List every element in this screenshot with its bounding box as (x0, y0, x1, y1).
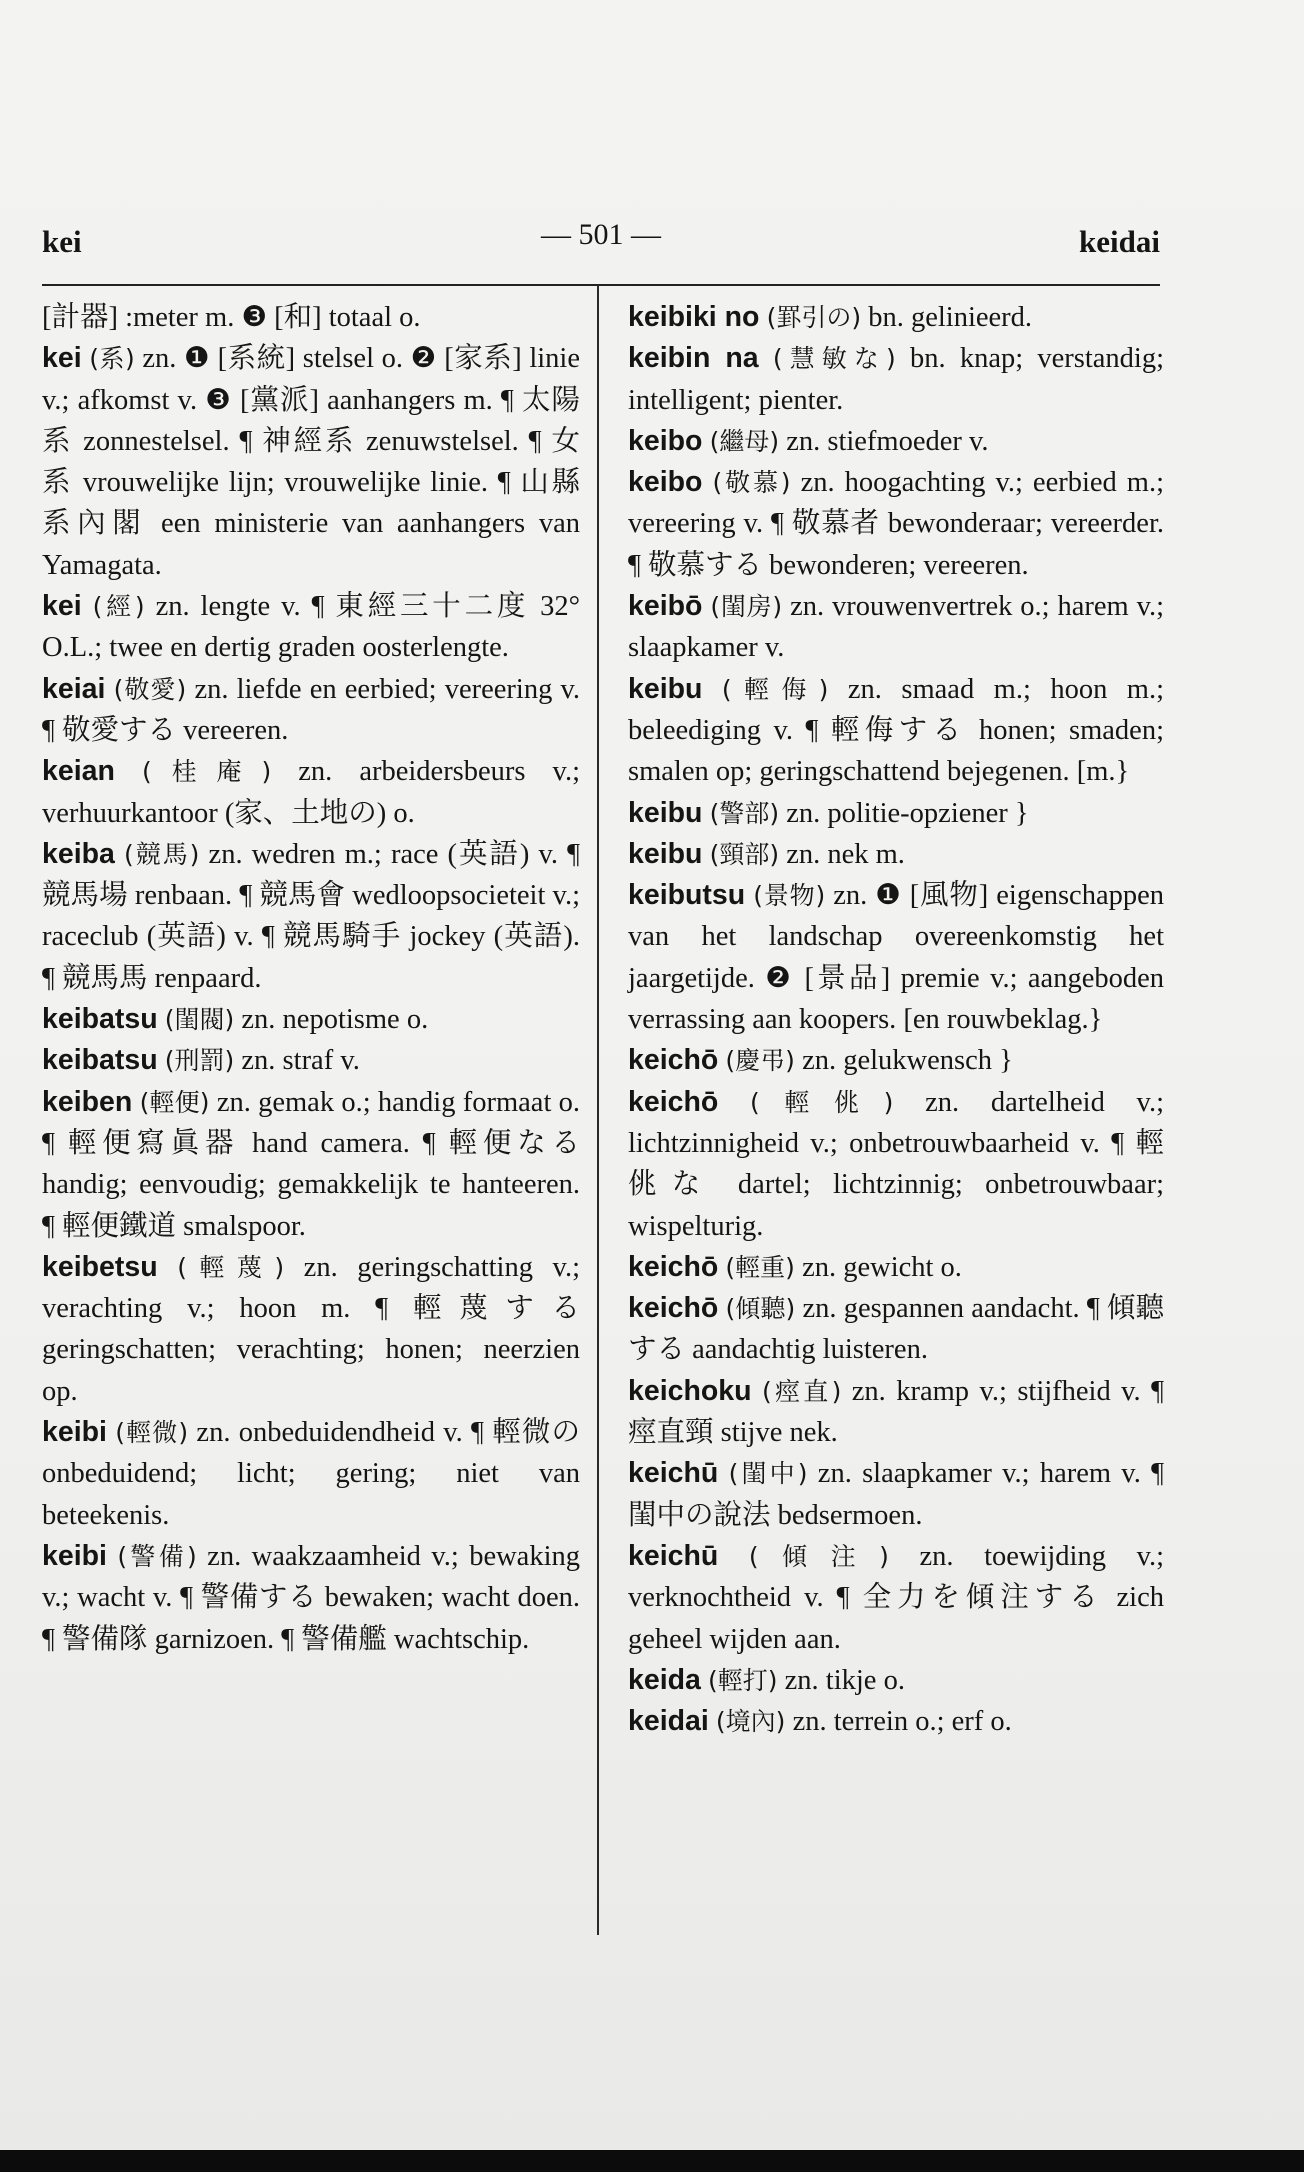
definition: zn. tikje o. (784, 1664, 905, 1696)
headword: keibutsu (628, 879, 746, 912)
dictionary-entry (42, 834, 580, 999)
dictionary-entry (628, 1082, 1164, 1247)
definition: zn. arbeidersbeurs v.; verhuurkantoor (家、土地の) o. (42, 756, 580, 829)
kanji-reading: (輕蔑) (177, 1252, 285, 1282)
definition: zn. waakzaamheid v.; bewaking v.; wacht v. ¶ 警備する bewaken; wacht doen. ¶ 警備隊 garnizoen. ¶ 警備艦 wachtschip. (42, 1540, 580, 1655)
kanji-reading: (閨閥) (164, 1005, 235, 1035)
column-divider (597, 285, 599, 1935)
headword: kei (42, 590, 82, 623)
definition: zn. politie-opziener } (786, 797, 1029, 829)
headword: keichō (628, 1292, 719, 1325)
headword: keichū (628, 1539, 719, 1572)
headword: keiben (42, 1085, 133, 1118)
definition: zn. gelukwensch } (802, 1045, 1013, 1077)
definition: zn. lengte v. ¶ 東經三十二度 32° O.L.; twee en dertig graden oosterlengte. (42, 591, 581, 664)
kanji-reading: (輕佻) (750, 1087, 894, 1117)
headword: kei (42, 342, 82, 375)
dictionary-entry (42, 1082, 580, 1247)
headword: keibiki no (628, 301, 760, 333)
kanji-reading: (輕微) (115, 1418, 189, 1448)
dictionary-entry (42, 1247, 580, 1412)
definition: zn. kramp v.; stijfheid v. ¶ 痙直頸 stijve nek. (628, 1375, 1164, 1449)
definition: zn. vrouwenvertrek o.; harem v.; slaapkamer v. (628, 591, 1165, 664)
headword: keichō (628, 1044, 719, 1077)
kanji-reading: (桂庵) (141, 757, 272, 787)
definition: zn. nepotisme o. (241, 1004, 429, 1036)
dictionary-entry (628, 834, 1164, 875)
dictionary-entry (628, 793, 1164, 834)
kanji-reading: (罫引の) (766, 303, 862, 332)
headword: keibi (42, 1539, 107, 1572)
header-first-word: kei (42, 224, 82, 259)
headword: keiba (42, 837, 115, 870)
dictionary-entry (42, 1040, 580, 1081)
dictionary-entry (628, 1040, 1164, 1081)
definition: zn. stiefmoeder v. (786, 425, 989, 457)
dictionary-entry (42, 338, 580, 586)
definition: zn. ❶ [系統] stelsel o. ❷ [家系] linie v.; afkomst v. ❸ [黨派] aanhangers m. ¶ 太陽系 zonnestelsel. ¶ 神經系 zenuwstelsel. ¶ 女系 vrouwelijke lijn; vrouwelijke linie. ¶ 山縣系內閣 een ministerie van aanhangers van Yamagata. (42, 343, 581, 581)
kanji-reading: (境內) (715, 1707, 786, 1737)
definition: zn. geringschatting v.; verachting v.; hoon m. ¶ 輕蔑する geringschatten; verachting; honen; neerzien op. (42, 1251, 580, 1407)
headword: keibetsu (42, 1250, 158, 1283)
headword: keidai (628, 1705, 709, 1738)
kanji-reading: (警部) (709, 798, 780, 828)
dictionary-entry (628, 586, 1164, 669)
headword: keibu (628, 796, 703, 829)
kanji-reading: (系) (89, 344, 135, 374)
definition: zn. straf v. (241, 1045, 360, 1077)
continuation-text: [計器] :meter m. ❸ [和] totaal o. (42, 302, 421, 333)
kanji-reading: (閨中) (728, 1459, 808, 1489)
definition: zn. smaad m.; hoon m.; beleediging v. ¶ 輕侮する honen; smaden; smalen op; geringschattend bejegenen. [m.} (628, 673, 1165, 788)
left-column (42, 297, 580, 1660)
headword: keibi (42, 1416, 107, 1449)
definition: zn. liefde en eerbied; vereering v. ¶ 敬愛する vereeren. (42, 673, 581, 746)
dictionary-entry (628, 1371, 1164, 1454)
headword: keibin na (628, 342, 759, 375)
kanji-reading: (慧敏な) (772, 344, 896, 374)
headword: keibatsu (42, 1003, 158, 1036)
dictionary-entry (628, 1247, 1164, 1288)
kanji-reading: (傾注) (748, 1541, 889, 1571)
headword: keibatsu (42, 1044, 158, 1077)
kanji-reading: (經) (92, 592, 145, 622)
dictionary-entry (628, 1453, 1164, 1536)
kanji-reading: (刑罰) (164, 1046, 235, 1076)
headword: keichō (628, 1250, 719, 1283)
definition: bn. knap; verstandig; intelligent; pienter. (628, 343, 1164, 416)
definition: zn. gewicht o. (802, 1251, 962, 1283)
definition: zn. onbeduidendheid v. ¶ 輕微の onbeduidend; licht; gering; niet van beteekenis. (42, 1417, 581, 1531)
headword: keibō (628, 590, 703, 623)
kanji-reading: (敬慕) (712, 468, 791, 498)
definition: zn. nek m. (786, 838, 905, 870)
dictionary-entry (628, 875, 1164, 1040)
kanji-reading: (景物) (753, 881, 826, 911)
dictionary-entry (628, 421, 1164, 462)
page-number: — 501 — (541, 218, 661, 251)
right-column (628, 297, 1164, 1742)
dictionary-entry (628, 462, 1164, 586)
kanji-reading: (繼母) (709, 426, 780, 456)
kanji-reading: (競馬) (124, 839, 200, 869)
header-rule (42, 284, 1160, 286)
kanji-reading: (輕便) (139, 1087, 210, 1117)
dictionary-entry (628, 1536, 1164, 1660)
dictionary-entry (42, 1536, 580, 1660)
definition: zn. terrein o.; erf o. (792, 1706, 1012, 1738)
headword: keiai (42, 672, 106, 705)
dictionary-entry (42, 999, 580, 1040)
dictionary-entry (628, 669, 1164, 793)
entry-continuation (42, 297, 580, 338)
headword: keibu (628, 672, 703, 705)
headword: keida (628, 1663, 701, 1696)
kanji-reading: (輕打) (708, 1665, 778, 1695)
headword: keibo (628, 424, 703, 457)
kanji-reading: (警備) (117, 1541, 197, 1571)
definition: zn. dartelheid v.; lichtzinnigheid v.; onbetrouwbaarheid v. ¶ 輕佻な dartel; lichtzinnig; onbetrouwbaar; wispelturig. (628, 1086, 1164, 1242)
headword: keichō (628, 1085, 719, 1118)
headword: keian (42, 755, 115, 788)
kanji-reading: (慶弔) (725, 1046, 795, 1076)
dictionary-entry (42, 1412, 580, 1536)
definition: bn. gelinieerd. (868, 302, 1033, 333)
dictionary-entry (42, 586, 580, 669)
dictionary-entry (628, 1660, 1164, 1701)
running-header (42, 218, 1160, 268)
headword: keibu (628, 837, 703, 870)
definition: zn. ❶ [風物] eigenschappen van het landschap overeenkomstig het jaargetijde. ❷ [景品] premie v.; aangeboden verrassing aan koopers. [en rouwbeklag.} (628, 880, 1165, 1036)
headword: keibo (628, 466, 703, 499)
dictionary-entry (628, 297, 1164, 338)
dictionary-entry (628, 1288, 1164, 1371)
dictionary-entry (42, 751, 580, 834)
headword: keichoku (628, 1374, 752, 1407)
definition: zn. gemak o.; handig formaat o. ¶ 輕便寫眞器 hand camera. ¶ 輕便なる handig; eenvoudig; gemakkelijk te hanteeren. ¶ 輕便鐵道 smalspoor. (42, 1086, 581, 1242)
dictionary-entry (628, 338, 1164, 421)
definition: zn. hoogachting v.; eerbied m.; vereering v. ¶ 敬慕者 bewonderaar; vereerder. ¶ 敬慕する bewonderen; vereeren. (628, 467, 1164, 581)
kanji-reading: (頸部) (709, 839, 780, 869)
definition: zn. toewijding v.; verknochtheid v. ¶ 全力を傾注する zich geheel wijden aan. (628, 1540, 1165, 1655)
dictionary-entry (42, 669, 580, 752)
kanji-reading: (閨房) (710, 592, 783, 622)
kanji-reading: (輕侮) (721, 674, 829, 704)
definition: zn. wedren m.; race (英語) v. ¶ 競馬場 renbaan. ¶ 競馬會 wedloopsocieteit v.; raceclub (英語) v. ¶ 競馬騎手 jockey (英語). ¶ 競馬馬 renpaard. (42, 838, 581, 994)
kanji-reading: (傾聽) (725, 1294, 796, 1324)
headword: keichū (628, 1457, 719, 1490)
kanji-reading: (敬愛) (113, 674, 187, 704)
definition: zn. slaapkamer v.; harem v. ¶ 閨中の說法 bedsermoen. (628, 1458, 1165, 1531)
dictionary-entry (628, 1701, 1164, 1742)
header-last-word: keidai (1079, 224, 1160, 259)
kanji-reading: (輕重) (725, 1252, 795, 1282)
kanji-reading: (痙直) (761, 1376, 842, 1406)
definition: zn. gespannen aandacht. ¶ 傾聽する aandachtig luisteren. (628, 1293, 1165, 1366)
